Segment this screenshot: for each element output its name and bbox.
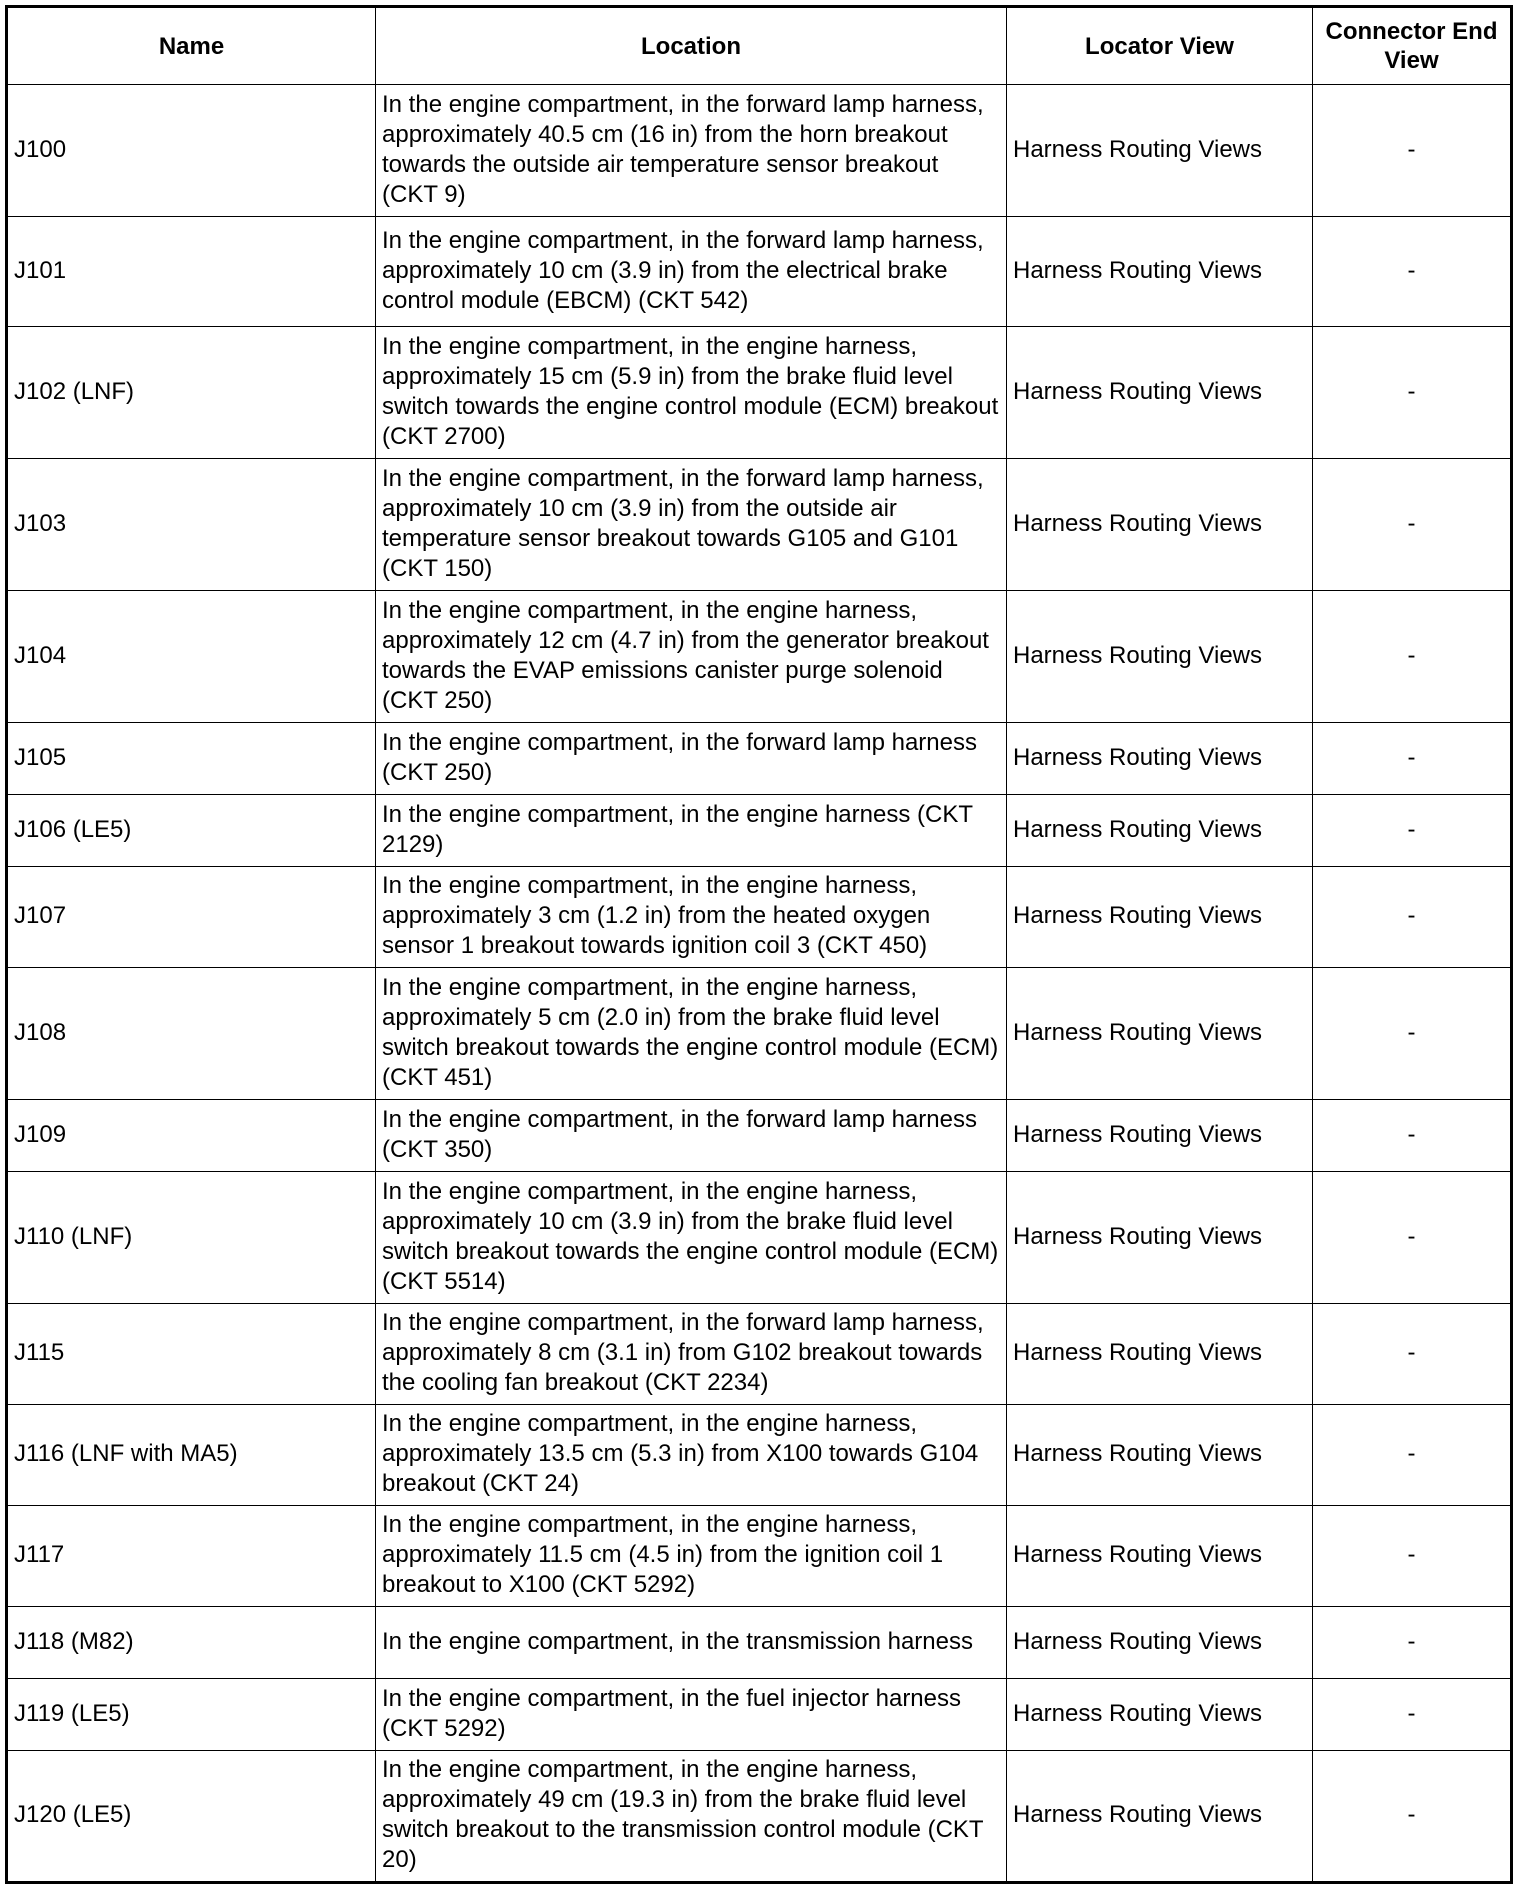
cell-locator-view: Harness Routing Views: [1007, 1405, 1313, 1506]
cell-connector-end-view: -: [1313, 217, 1512, 327]
cell-locator-view: Harness Routing Views: [1007, 217, 1313, 327]
cell-name: J115: [7, 1304, 376, 1405]
cell-location: In the engine compartment, in the forward lamp harness, approximately 10 cm (3.9 in) from the electrical brake control module (EBCM) (CKT 542): [376, 217, 1007, 327]
cell-connector-end-view: -: [1313, 1405, 1512, 1506]
cell-location: In the engine compartment, in the engine harness, approximately 13.5 cm (5.3 in) from X100 towards G104 breakout (CKT 24): [376, 1405, 1007, 1506]
table-row: [7, 867, 1512, 968]
table-row: [7, 1751, 1512, 1883]
cell-locator-view: Harness Routing Views: [1007, 591, 1313, 723]
cell-name: J106 (LE5): [7, 795, 376, 867]
cell-connector-end-view: -: [1313, 459, 1512, 591]
cell-connector-end-view: -: [1313, 1506, 1512, 1607]
cell-locator-view: Harness Routing Views: [1007, 867, 1313, 968]
cell-connector-end-view: -: [1313, 327, 1512, 459]
cell-connector-end-view: -: [1313, 1172, 1512, 1304]
cell-location: In the engine compartment, in the forward lamp harness, approximately 8 cm (3.1 in) from G102 breakout towards the cooling fan breakout (CKT 2234): [376, 1304, 1007, 1405]
cell-connector-end-view: -: [1313, 968, 1512, 1100]
cell-location: In the engine compartment, in the forward lamp harness (CKT 350): [376, 1100, 1007, 1172]
cell-connector-end-view: -: [1313, 1304, 1512, 1405]
table-row: [7, 1405, 1512, 1506]
cell-locator-view: Harness Routing Views: [1007, 1679, 1313, 1751]
cell-connector-end-view: -: [1313, 591, 1512, 723]
table-row: [7, 1100, 1512, 1172]
header-locator-view: Locator View: [1007, 7, 1313, 85]
cell-name: J119 (LE5): [7, 1679, 376, 1751]
cell-location: In the engine compartment, in the engine harness, approximately 3 cm (1.2 in) from the heated oxygen sensor 1 breakout towards ignition coil 3 (CKT 450): [376, 867, 1007, 968]
cell-connector-end-view: -: [1313, 795, 1512, 867]
header-name: Name: [7, 7, 376, 85]
table-row: [7, 968, 1512, 1100]
cell-location: In the engine compartment, in the forward lamp harness, approximately 10 cm (3.9 in) from the outside air temperature sensor breakout towards G105 and G101 (CKT 150): [376, 459, 1007, 591]
cell-location: In the engine compartment, in the engine harness, approximately 10 cm (3.9 in) from the brake fluid level switch breakout towards the engine control module (ECM) (CKT 5514): [376, 1172, 1007, 1304]
cell-location: In the engine compartment, in the engine harness, approximately 15 cm (5.9 in) from the brake fluid level switch towards the engine control module (ECM) breakout (CKT 2700): [376, 327, 1007, 459]
cell-locator-view: Harness Routing Views: [1007, 327, 1313, 459]
cell-name: J107: [7, 867, 376, 968]
cell-location: In the engine compartment, in the fuel injector harness (CKT 5292): [376, 1679, 1007, 1751]
cell-locator-view: Harness Routing Views: [1007, 1506, 1313, 1607]
cell-connector-end-view: -: [1313, 1100, 1512, 1172]
table-row: [7, 1679, 1512, 1751]
cell-location: In the engine compartment, in the forward lamp harness (CKT 250): [376, 723, 1007, 795]
table-row: [7, 459, 1512, 591]
header-connector-end-view: Connector End View: [1313, 7, 1512, 85]
cell-locator-view: Harness Routing Views: [1007, 968, 1313, 1100]
table-row: [7, 85, 1512, 217]
header-location: Location: [376, 7, 1007, 85]
cell-location: In the engine compartment, in the engine harness, approximately 49 cm (19.3 in) from the brake fluid level switch breakout to the transmission control module (CKT 20): [376, 1751, 1007, 1883]
cell-name: J104: [7, 591, 376, 723]
cell-connector-end-view: -: [1313, 867, 1512, 968]
cell-locator-view: Harness Routing Views: [1007, 723, 1313, 795]
cell-locator-view: Harness Routing Views: [1007, 1100, 1313, 1172]
table-row: [7, 1172, 1512, 1304]
table-row: [7, 591, 1512, 723]
splice-location-table-wrapper: [5, 5, 1510, 1884]
table-row: [7, 1304, 1512, 1405]
cell-name: J117: [7, 1506, 376, 1607]
cell-name: J110 (LNF): [7, 1172, 376, 1304]
cell-locator-view: Harness Routing Views: [1007, 1607, 1313, 1679]
cell-name: J103: [7, 459, 376, 591]
cell-name: J120 (LE5): [7, 1751, 376, 1883]
table-row: [7, 723, 1512, 795]
cell-locator-view: Harness Routing Views: [1007, 85, 1313, 217]
table-row: [7, 1506, 1512, 1607]
cell-location: In the engine compartment, in the engine harness, approximately 12 cm (4.7 in) from the generator breakout towards the EVAP emissions canister purge solenoid (CKT 250): [376, 591, 1007, 723]
cell-name: J116 (LNF with MA5): [7, 1405, 376, 1506]
table-row: [7, 1607, 1512, 1679]
cell-connector-end-view: -: [1313, 1751, 1512, 1883]
table-body: [7, 85, 1512, 1883]
cell-name: J105: [7, 723, 376, 795]
cell-location: In the engine compartment, in the engine harness, approximately 11.5 cm (4.5 in) from the ignition coil 1 breakout to X100 (CKT 5292): [376, 1506, 1007, 1607]
cell-connector-end-view: -: [1313, 1607, 1512, 1679]
cell-name: J109: [7, 1100, 376, 1172]
cell-name: J100: [7, 85, 376, 217]
cell-name: J108: [7, 968, 376, 1100]
table-row: [7, 217, 1512, 327]
cell-name: J118 (M82): [7, 1607, 376, 1679]
cell-connector-end-view: -: [1313, 85, 1512, 217]
cell-locator-view: Harness Routing Views: [1007, 1304, 1313, 1405]
cell-location: In the engine compartment, in the transmission harness: [376, 1607, 1007, 1679]
cell-location: In the engine compartment, in the engine harness, approximately 5 cm (2.0 in) from the brake fluid level switch breakout towards the engine control module (ECM) (CKT 451): [376, 968, 1007, 1100]
cell-locator-view: Harness Routing Views: [1007, 459, 1313, 591]
cell-locator-view: Harness Routing Views: [1007, 1751, 1313, 1883]
table-header: [7, 7, 1512, 85]
cell-connector-end-view: -: [1313, 1679, 1512, 1751]
splice-location-table: [5, 5, 1513, 1884]
cell-name: J102 (LNF): [7, 327, 376, 459]
cell-location: In the engine compartment, in the forward lamp harness, approximately 40.5 cm (16 in) from the horn breakout towards the outside air temperature sensor breakout (CKT 9): [376, 85, 1007, 217]
cell-locator-view: Harness Routing Views: [1007, 795, 1313, 867]
cell-name: J101: [7, 217, 376, 327]
table-row: [7, 327, 1512, 459]
table-row: [7, 795, 1512, 867]
cell-locator-view: Harness Routing Views: [1007, 1172, 1313, 1304]
cell-location: In the engine compartment, in the engine harness (CKT 2129): [376, 795, 1007, 867]
header-row: [7, 7, 1512, 85]
cell-connector-end-view: -: [1313, 723, 1512, 795]
